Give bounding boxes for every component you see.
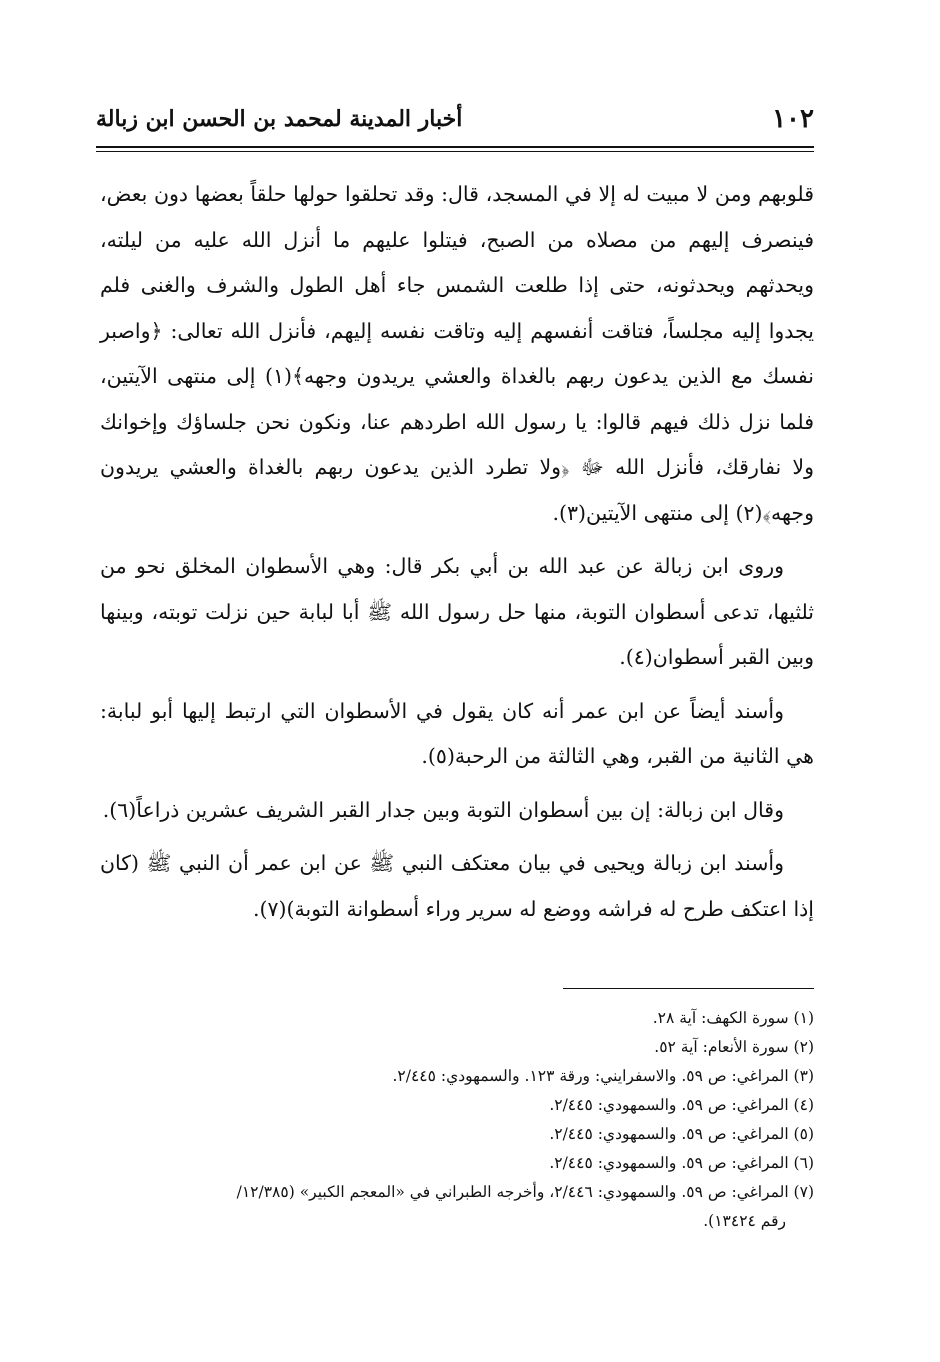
footnote: (٧) المراغي: ص ٥٩. والسمهودي: ٢/٤٤٦، وأخرجه الطبراني في «المعجم الكبير» (١٢/٣٨٥/ — [236, 1183, 814, 1201]
footnote: (١) سورة الكهف: آية ٢٨. — [652, 1009, 814, 1027]
header-rule — [96, 146, 814, 148]
header-rule-thin — [96, 151, 814, 152]
paragraph: وقال ابن زبالة: إن بين أسطوان التوبة وبين جدار القبر الشريف عشرين ذراعاً(٦). — [102, 797, 784, 822]
paragraph: وأسند أيضاً عن ابن عمر أنه كان يقول في الأسطوان التي ارتبط إليها أبو لبابة: هي الثانية من القبر، وهي الثالثة من الرحبة(٥). — [100, 698, 814, 768]
footnotes — [96, 1004, 814, 1236]
footnote: (٢) سورة الأنعام: آية ٥٢. — [654, 1038, 814, 1056]
running-title: أخبار المدينة لمحمد بن الحسن ابن زبالة — [96, 106, 463, 132]
main-text — [100, 172, 814, 940]
footnote: (٥) المراغي: ص ٥٩. والسمهودي: ٢/٤٤٥. — [549, 1125, 814, 1143]
footnote: (٦) المراغي: ص ٥٩. والسمهودي: ٢/٤٤٥. — [549, 1154, 814, 1172]
paragraph: وروى ابن زبالة عن عبد الله بن أبي بكر قال: وهي الأسطوان المخلق نحو من ثلثيها، تدعى أسطوان التوبة، منها حل رسول الله ﷺ أبا لبابة حين نزلت توبته، وبينها وبين القبر أسطوان(٤). — [100, 554, 814, 669]
page-header — [96, 104, 814, 140]
paragraph: قلوبهم ومن لا مبيت له إلا في المسجد، قال: وقد تحلقوا حولها حلقاً بعضها دون بعض، فينصرف إليهم من مصلاه من الصبح، فيتلوا عليهم ما أنزل الله عليه من ليلته، ويحدثهم ويحدثونه، حتى إذا طلعت الشمس جاء أهل الطول والشرف والغنى فلم يجدوا إليه مجلساً، فتاقت أنفسهم إليه وتاقت نفسه إليهم، فأنزل الله تعالى: ﴿واصبر نفسك مع الذين يدعون ربهم بالغداة والعشي يريدون وجهه﴾(١) إلى منتهى الآيتين، فلما نزل ذلك فيهم قالوا: يا رسول الله اطردهم عنا، ونكون نحن جلساؤك وإخوانك ولا نفارقك، فأنزل الله ﷻ ﴿ولا تطرد الذين يدعون ربهم بالغداة والعشي يريدون وجهه﴾(٢) إلى منتهى الآيتين(٣). — [100, 182, 814, 525]
footnote: (٣) المراغي: ص ٥٩. والاسفرايني: ورقة ١٢٣. والسمهودي: ٢/٤٤٥. — [392, 1067, 814, 1085]
paragraph: وأسند ابن زبالة ويحيى في بيان معتكف النبي ﷺ عن ابن عمر أن النبي ﷺ (كان إذا اعتكف طرح له فراشه ووضع له سرير وراء أسطوانة التوبة)(٧). — [100, 851, 814, 921]
page-number: ١٠٢ — [772, 104, 814, 134]
footnote-continuation: رقم ١٣٤٢٤). — [703, 1212, 786, 1230]
footnote: (٤) المراغي: ص ٥٩. والسمهودي: ٢/٤٤٥. — [549, 1096, 814, 1114]
footnote-separator — [563, 988, 814, 989]
